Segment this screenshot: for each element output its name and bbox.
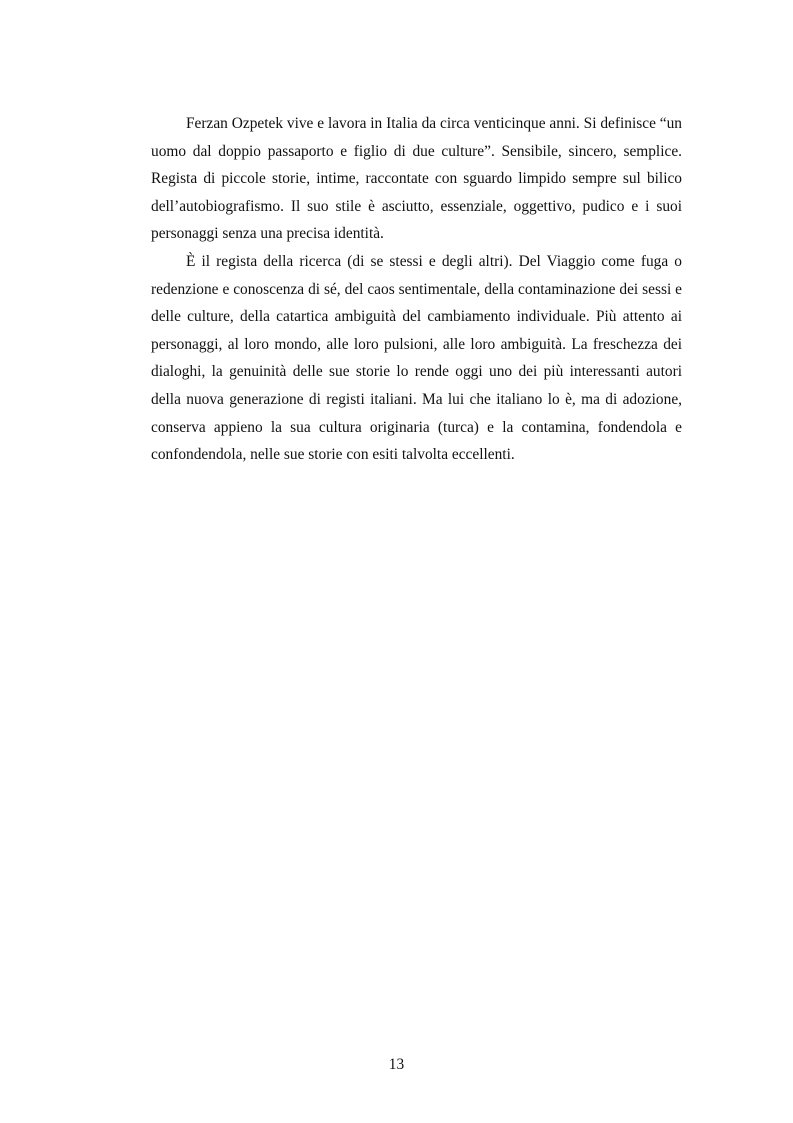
page-number: 13 (388, 1056, 405, 1073)
body-text (151, 110, 682, 469)
paragraph-regista-ricerca: È il regista della ricerca (di se stessi e degli altri). Del Viaggio come fuga o redenzione e conoscenza di sé, del caos sentimentale, della contaminazione dei sessi e delle culture, della catartica ambiguità del cambiamento individuale. Più attento ai personaggi, al loro mondo, alle loro pulsioni, alle loro ambiguità. La freschezza dei dialoghi, la genuinità delle sue storie lo rende oggi uno dei più interessanti autori della nuova generazione di registi italiani. Ma lui che italiano lo è, ma di adozione, conserva appieno la sua cultura originaria (turca) e la contamina, fondendola e confondendola, nelle sue storie con esiti talvolta eccellenti. (151, 252, 682, 464)
paragraph-ozpetek-intro: Ferzan Ozpetek vive e lavora in Italia da circa venticinque anni. Si definisce “un uomo dal doppio passaporto e figlio di due culture”. Sensibile, sincero, semplice. Regista di piccole storie, intime, raccontate con sguardo limpido sempre sul bilico dell’autobiografismo. Il suo stile è asciutto, essenziale, oggettivo, pudico e i suoi personaggi senza una precisa identità. (151, 115, 682, 243)
